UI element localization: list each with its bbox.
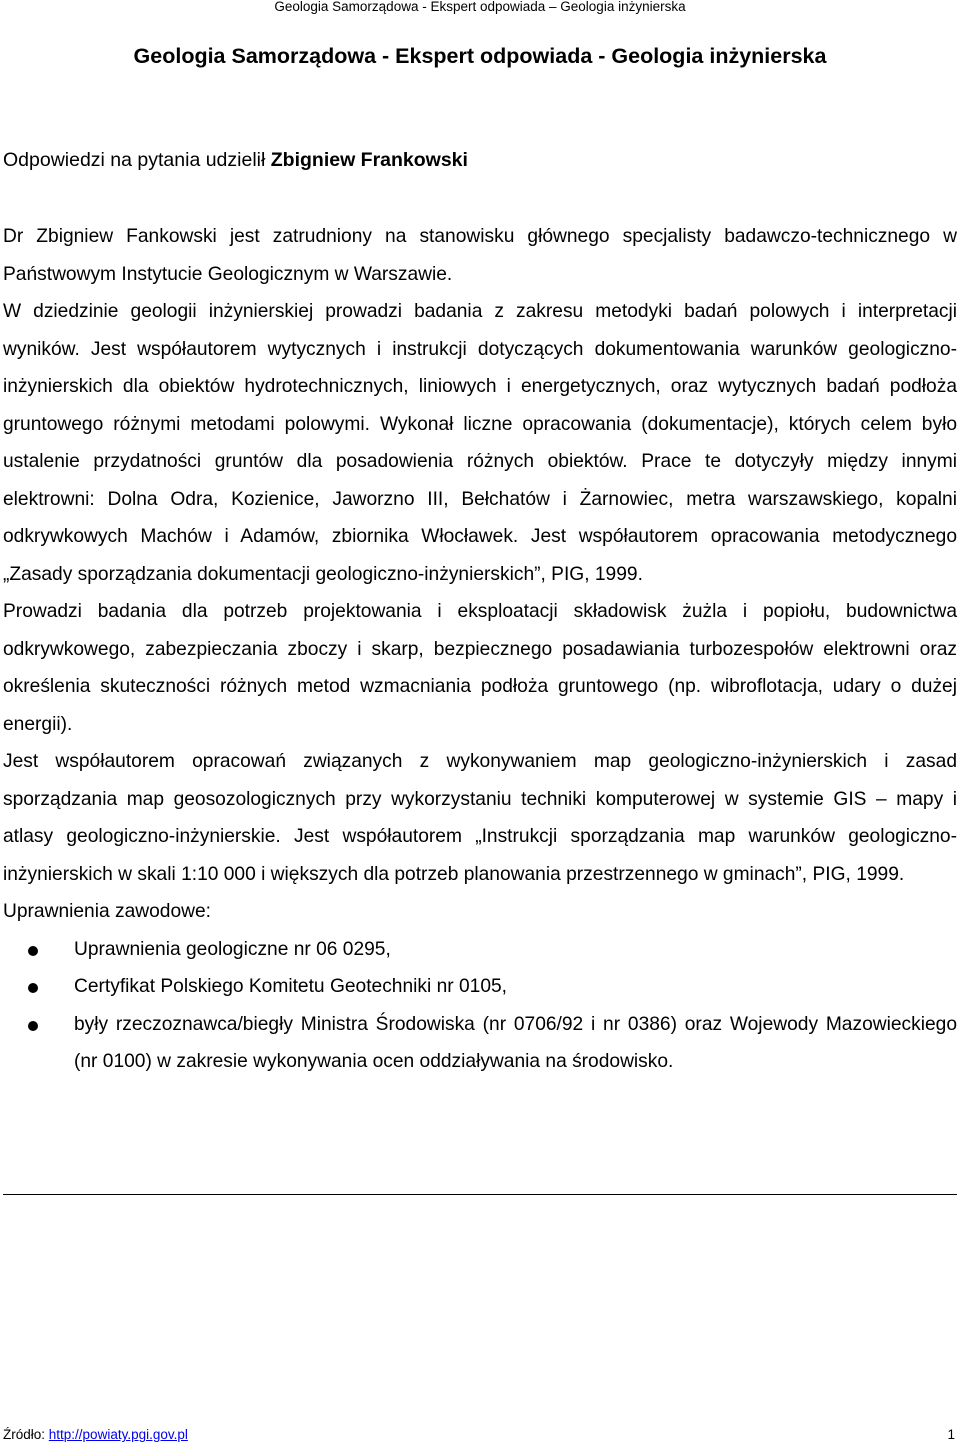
expert-name: Zbigniew Frankowski	[270, 149, 468, 171]
list-item	[3, 968, 957, 1006]
source-link[interactable]: http://powiaty.pgi.gov.pl	[48, 1427, 188, 1442]
list-item-text: były rzeczoznawca/biegły Ministra Środowiska (nr 0706/92 i nr 0386) oraz Wojewody Mazowieckiego (nr 0100) w zakresie wykonywania ocen oddziaływania na środowisko.	[74, 1013, 957, 1072]
paragraph-intro: Dr Zbigniew Fankowski jest zatrudniony na stanowisku głównego specjalisty badawczo-technicznego w Państwowym Instytucie Geologicznym w Warszawie.	[3, 226, 957, 285]
list-item-text: Uprawnienia geologiczne nr 06 0295,	[74, 938, 391, 960]
qualifications-heading: Uprawnienia zawodowe:	[3, 901, 211, 922]
page-title: Geologia Samorządowa - Ekspert odpowiada - Geologia inżynierska	[133, 44, 827, 68]
answered-by-prefix: Odpowiedzi na pytania udzielił	[3, 149, 271, 171]
list-item-text: Certyfikat Polskiego Komitetu Geotechniki nr 0105,	[74, 976, 508, 997]
page-footer	[3, 1427, 957, 1443]
horizontal-rule	[3, 1194, 957, 1195]
bullet-icon	[28, 983, 38, 993]
paragraph-research: W dziedzinie geologii inżynierskiej prowadzi badania z zakresu metodyki badań polowych i interpretacji wyników. Jest współautorem wytycznych i instrukcji dotyczących dokumentowania warunków geologiczno-inżynierskich dla obiektów hydrotechnicznych, liniowych i energetycznych, oraz wytycznych badań podłoża gruntowego różnymi metodami polowymi. Wykonał liczne opracowania (dokumentacje), których celem było ustalenie przydatności gruntów dla posadowienia różnych obiektów. Prace te dotyczyły między innymi elektrowni: Dolna Odra, Kozienice, Jaworzno III, Bełchatów i Żarnowiec, metra warszawskiego, kopalni odkrywkowych Machów i Adamów, zbiornika Włocławek. Jest współautorem opracowania metodycznego „Zasady sporządzania dokumentacji geologiczno-inżynierskich”, PIG, 1999.	[3, 301, 957, 585]
paragraph-maps: Jest współautorem opracowań związanych z wykonywaniem map geologiczno-inżynierskich i zasad sporządzania map geosozologicznych przy wykorzystaniu techniki komputerowej w systemie GIS – mapy i atlasy geologiczno-inżynierskie. Jest współautorem „Instrukcji sporządzania map warunków geologiczno-inżynierskich w skali 1:10 000 i większych dla potrzeb planowania przestrzennego w gminach”, PIG, 1999.	[3, 751, 957, 885]
article-body	[3, 218, 957, 1081]
paragraph-projects: Prowadzi badania dla potrzeb projektowania i eksploatacji składowisk żużla i popiołu, budownictwa odkrywkowego, zabezpieczania zboczy i skarp, bezpiecznego posadawiania turbozespołów elektrowni oraz określenia skuteczności różnych metod wzmacniania podłoża gruntowego (np. wibroflotacja, udary o dużej energii).	[3, 601, 957, 735]
running-header: Geologia Samorządowa - Ekspert odpowiada – Geologia inżynierska	[274, 0, 686, 14]
page-number: 1	[947, 1427, 955, 1442]
list-item	[3, 1006, 957, 1081]
answered-by-line	[3, 145, 468, 175]
bullet-icon	[28, 946, 38, 956]
qualifications-list	[3, 931, 957, 1081]
bullet-icon	[28, 1021, 38, 1031]
list-item	[3, 931, 957, 969]
source-label: Źródło:	[3, 1427, 49, 1442]
